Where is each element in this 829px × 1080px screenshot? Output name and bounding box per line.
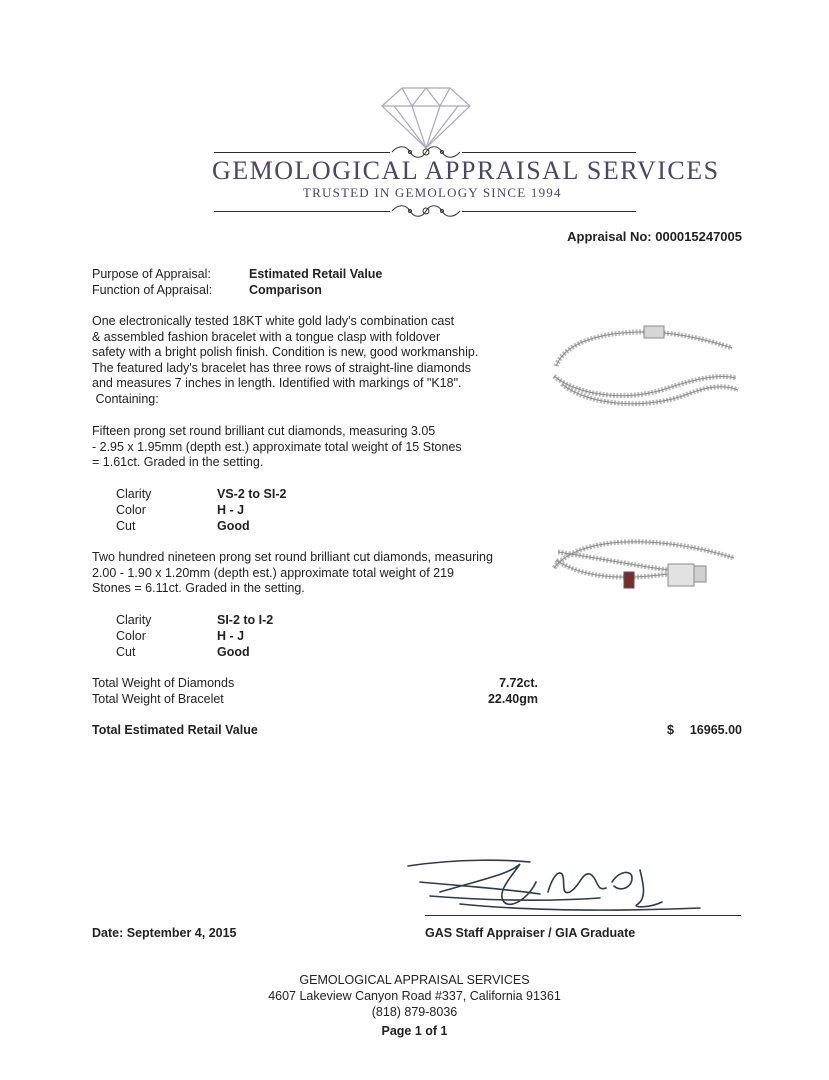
diamond-logo-icon bbox=[380, 84, 472, 150]
purpose-label: Purpose of Appraisal: bbox=[92, 267, 211, 281]
description-line: and measures 7 inches in length. Identified with markings of "K18". bbox=[92, 376, 462, 390]
appraiser-title: GAS Staff Appraiser / GIA Graduate bbox=[425, 926, 636, 940]
description-line: One electronically tested 18KT white gold lady's combination cast bbox=[92, 314, 455, 328]
total-diamonds-value: 7.72ct. bbox=[499, 676, 538, 690]
appraisal-date: Date: September 4, 2015 bbox=[92, 926, 237, 940]
color-value: H - J bbox=[217, 629, 245, 643]
stone-description-1 bbox=[92, 424, 532, 471]
logo-rule-bottom-right bbox=[462, 211, 636, 212]
color-value: H - J bbox=[217, 503, 245, 517]
cut-value: Good bbox=[217, 519, 250, 533]
stone-line: Fifteen prong set round brilliant cut diamonds, measuring 3.05 bbox=[92, 424, 436, 438]
total-diamonds-label: Total Weight of Diamonds bbox=[92, 676, 235, 690]
stone-line: - 2.95 x 1.95mm (depth est.) approximate total weight of 15 Stones bbox=[92, 439, 462, 454]
signature-line bbox=[425, 915, 741, 916]
cut-label: Cut bbox=[116, 519, 136, 533]
description-line: safety with a bright polish finish. Condition is new, good workmanship. bbox=[92, 345, 479, 359]
company-name: GEMOLOGICAL APPRAISAL SERVICES bbox=[212, 156, 720, 185]
item-description bbox=[92, 314, 532, 407]
signature-image bbox=[400, 852, 730, 922]
description-line: & assembled fashion bracelet with a tongue clasp with foldover bbox=[92, 329, 441, 344]
cut-value: Good bbox=[217, 645, 250, 659]
clarity-value: SI-2 to I-2 bbox=[217, 613, 274, 627]
color-label: Color bbox=[116, 629, 146, 643]
stone-line: = 1.61ct. Graded in the setting. bbox=[92, 455, 264, 469]
page-number: Page 1 of 1 bbox=[381, 1024, 448, 1038]
stone-line: 2.00 - 1.90 x 1.20mm (depth est.) approximate total weight of 219 bbox=[92, 565, 455, 580]
description-line: The featured lady's bracelet has three rows of straight-line diamonds bbox=[92, 360, 471, 375]
logo-rule-top bbox=[214, 152, 390, 153]
appraisal-number: Appraisal No: 000015247005 bbox=[567, 229, 742, 244]
total-bracelet-label: Total Weight of Bracelet bbox=[92, 692, 224, 706]
footer-address: 4607 Lakeview Canyon Road #337, California 91361 bbox=[268, 989, 561, 1003]
color-label: Color bbox=[116, 503, 146, 517]
scroll-ornament-icon bbox=[388, 202, 464, 220]
clarity-value: VS-2 to SI-2 bbox=[217, 487, 287, 501]
bracelet-photo-bottom bbox=[548, 528, 744, 604]
bracelet-photo-top bbox=[548, 318, 744, 414]
footer-company: GEMOLOGICAL APPRAISAL SERVICES bbox=[299, 973, 530, 987]
logo bbox=[0, 0, 829, 230]
description-line: Containing: bbox=[92, 391, 159, 406]
clarity-label: Clarity bbox=[116, 487, 152, 501]
stone-line: Stones = 6.11ct. Graded in the setting. bbox=[92, 581, 305, 595]
logo-rule-top-right bbox=[462, 152, 636, 153]
cut-label: Cut bbox=[116, 645, 136, 659]
total-retail-label: Total Estimated Retail Value bbox=[92, 723, 258, 737]
purpose-value: Estimated Retail Value bbox=[249, 267, 383, 281]
total-retail-value: 16965.00 bbox=[689, 723, 742, 737]
total-retail-currency: $ bbox=[667, 723, 674, 737]
stone-line: Two hundred nineteen prong set round brilliant cut diamonds, measuring bbox=[92, 550, 493, 564]
clarity-label: Clarity bbox=[116, 613, 152, 627]
total-bracelet-value: 22.40gm bbox=[487, 692, 538, 706]
logo-rule-bottom bbox=[214, 211, 390, 212]
stone-description-2 bbox=[92, 550, 542, 597]
function-label: Function of Appraisal: bbox=[92, 283, 213, 297]
function-value: Comparison bbox=[249, 283, 322, 297]
footer-phone: (818) 879-8036 bbox=[371, 1005, 458, 1019]
company-tagline: TRUSTED IN GEMOLOGY SINCE 1994 bbox=[303, 185, 562, 200]
